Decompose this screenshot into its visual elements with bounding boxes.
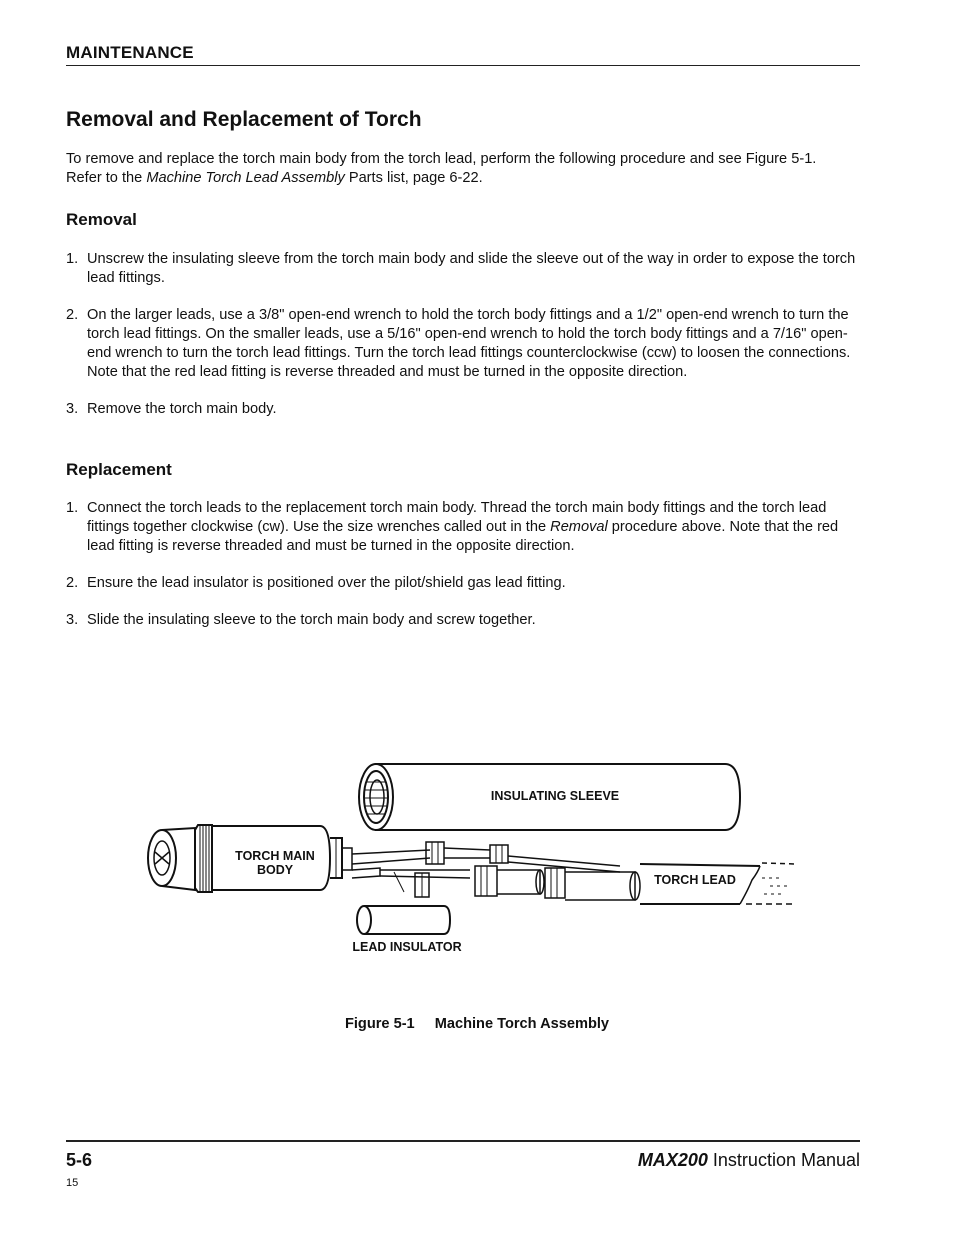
- step-text: procedure above. Note that the red lead fitting is reverse threaded and must be turned in the opposite direction.: [87, 519, 839, 554]
- replacement-step: [66, 611, 861, 630]
- step-number: 3.: [66, 401, 79, 417]
- model-name: MAX200: [637, 1150, 708, 1170]
- figure-title: Machine Torch Assembly: [434, 1016, 610, 1032]
- torch-assembly-figure: [140, 760, 805, 960]
- section-header: MAINTENANCE: [66, 43, 194, 62]
- step-number: 1.: [66, 251, 79, 267]
- replacement-steps: [66, 499, 861, 630]
- page-number: 5-6: [66, 1150, 93, 1170]
- removal-step: [66, 250, 861, 288]
- torch-lead-fittings-drawing: [352, 842, 640, 900]
- removal-step: [66, 306, 861, 382]
- removal-heading: Removal: [66, 210, 137, 229]
- insulating-sleeve-label: INSULATING SLEEVE: [490, 789, 620, 803]
- step-text: Remove the torch main body.: [87, 401, 277, 417]
- step-number: 1.: [66, 500, 79, 516]
- removal-steps: [66, 250, 861, 419]
- removal-step: [66, 400, 861, 419]
- removal-reference: Removal: [550, 519, 608, 535]
- replacement-heading: Replacement: [66, 460, 172, 479]
- step-text: On the larger leads, use a 3/8" open-end wrench to hold the torch body fittings and a 1/2" open-end wrench to turn the torch lead fittings. On the smaller leads, use a 5/16" open-end wrench to hold the torch body fittings and a 7/16" open-end wrench to turn the torch lead fittings. Turn the torch lead fittings counterclockwise (ccw) to loosen the connections. Note that the red lead fitting is reverse threaded and must be turned in the opposite direction.: [87, 307, 851, 380]
- replacement-step: [66, 499, 861, 556]
- manual-label: Instruction Manual: [712, 1150, 860, 1170]
- page-title: Removal and Replacement of Torch: [66, 108, 422, 131]
- lead-insulator-leader: [394, 872, 404, 892]
- intro-text-1: To remove and replace the torch main body from the torch lead, perform the following procedure and see Figure 5-1. Refer to the: [66, 151, 817, 186]
- header-rule: [66, 65, 860, 66]
- step-number: 3.: [66, 612, 79, 628]
- figure-number: Figure 5-1: [344, 1016, 415, 1032]
- torch-lead-label: TORCH LEAD: [654, 873, 736, 887]
- replacement-step: [66, 574, 861, 593]
- intro-text-2: Parts list, page 6-22.: [344, 170, 483, 186]
- torch-main-body-label-line2: BODY: [256, 863, 294, 877]
- step-text: Ensure the lead insulator is positioned over the pilot/shield gas lead fitting.: [87, 575, 566, 591]
- step-number: 2.: [66, 575, 79, 591]
- sheet-number: 15: [66, 1177, 79, 1189]
- manual-title: [638, 1150, 860, 1171]
- intro-paragraph: [66, 150, 856, 188]
- step-text: Connect the torch leads to the replacement torch main body. Thread the torch main body fittings and the torch lead fittings together clockwise (cw). Use the size wrenches called out in the: [87, 500, 827, 535]
- figure-caption: [0, 1016, 954, 1032]
- footer-rule: [66, 1140, 860, 1142]
- step-number: 2.: [66, 307, 79, 323]
- step-text: Slide the insulating sleeve to the torch main body and screw together.: [87, 612, 536, 628]
- parts-list-reference: Machine Torch Lead Assembly: [146, 170, 345, 186]
- lead-insulator-drawing: [357, 906, 450, 934]
- lead-insulator-label: LEAD INSULATOR: [352, 940, 462, 954]
- step-text: Unscrew the insulating sleeve from the torch main body and slide the sleeve out of the way in order to expose the torch lead fittings.: [87, 251, 856, 286]
- torch-main-body-label-line1: TORCH MAIN: [235, 849, 315, 863]
